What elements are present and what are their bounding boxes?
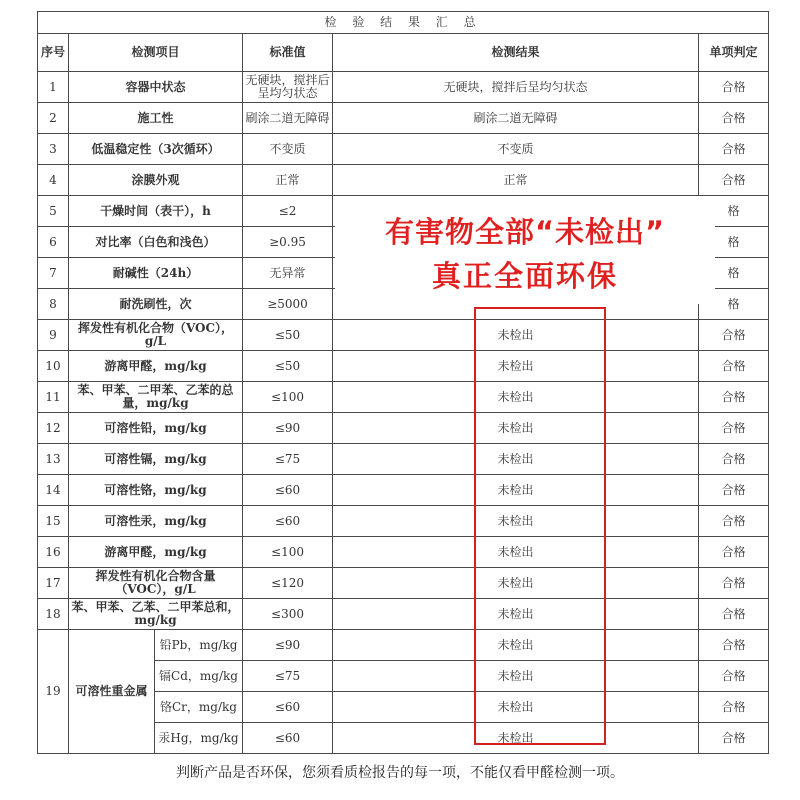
footer-note: 判断产品是否环保，您须看质检报告的每一项，不能仅看甲醛检测一项。 <box>176 765 624 781</box>
row-item: 可溶性铅，mg/kg <box>69 413 243 444</box>
row-item: 容器中状态 <box>69 72 243 103</box>
row-verdict: 合格 <box>699 320 769 351</box>
row-standard: ≤60 <box>243 692 333 723</box>
row-number: 11 <box>38 382 69 413</box>
row-result: 未检出 <box>333 475 699 506</box>
table-title-row <box>38 12 769 34</box>
inspection-report-sheet <box>37 11 768 754</box>
row-number: 6 <box>38 227 69 258</box>
row-item: 耐洗刷性，次 <box>69 289 243 320</box>
table-row <box>38 475 769 506</box>
row-number: 5 <box>38 196 69 227</box>
table-row <box>38 506 769 537</box>
row-result: 不变质 <box>333 134 699 165</box>
table-row <box>38 103 769 134</box>
row-standard: 正常 <box>243 165 333 196</box>
row-item: 可溶性汞，mg/kg <box>69 506 243 537</box>
row-item: 游离甲醛，mg/kg <box>69 537 243 568</box>
row-subitem: 铅Pb，mg/kg <box>155 630 243 661</box>
table-row <box>38 444 769 475</box>
row-verdict: 合格 <box>699 537 769 568</box>
row-item: 对比率（白色和浅色） <box>69 227 243 258</box>
table-row <box>38 537 769 568</box>
banner-subline: 真正全面环保 <box>431 259 618 293</box>
row-standard: ≤50 <box>243 320 333 351</box>
table-row <box>38 568 769 599</box>
row-subitem: 汞Hg，mg/kg <box>155 723 243 754</box>
header-item: 检测项目 <box>69 34 243 72</box>
table-row <box>38 134 769 165</box>
row-verdict: 合格 <box>699 506 769 537</box>
banner-headline: 有害物全部“未检出” <box>384 215 666 249</box>
row-standard: ≥5000 <box>243 289 333 320</box>
row-result: 正常 <box>333 165 699 196</box>
row-verdict: 格 <box>699 227 769 258</box>
row-verdict: 合格 <box>699 444 769 475</box>
row-verdict: 合格 <box>699 630 769 661</box>
row-item: 可溶性铬，mg/kg <box>69 475 243 506</box>
row-verdict: 合格 <box>699 103 769 134</box>
row-subitem: 镉Cd，mg/kg <box>155 661 243 692</box>
row-standard: ≤300 <box>243 599 333 630</box>
row-verdict: 合格 <box>699 382 769 413</box>
row-number: 1 <box>38 72 69 103</box>
row-verdict: 合格 <box>699 134 769 165</box>
row-number: 18 <box>38 599 69 630</box>
row-verdict: 格 <box>699 258 769 289</box>
row-standard: 刷涂二道无障碍 <box>243 103 333 134</box>
row-verdict: 合格 <box>699 723 769 754</box>
row-result: 未检出 <box>333 599 699 630</box>
row-item: 挥发性有机化合物（VOC），g/L <box>69 320 243 351</box>
row-number: 3 <box>38 134 69 165</box>
row-standard: ≤100 <box>243 382 333 413</box>
row-number: 19 <box>38 630 69 754</box>
row-number: 8 <box>38 289 69 320</box>
table-row <box>38 165 769 196</box>
row-standard: ≤60 <box>243 723 333 754</box>
table-title: 检 验 结 果 汇 总 <box>38 12 769 34</box>
row-result: 未检出 <box>333 351 699 382</box>
row-verdict: 合格 <box>699 661 769 692</box>
header-no: 序号 <box>38 34 69 72</box>
row-standard: ≤60 <box>243 475 333 506</box>
row-verdict: 合格 <box>699 599 769 630</box>
row-number: 15 <box>38 506 69 537</box>
row-item: 施工性 <box>69 103 243 134</box>
row-item: 游离甲醛，mg/kg <box>69 351 243 382</box>
row-item: 可溶性重金属 <box>69 630 155 754</box>
row-result: 未检出 <box>333 320 699 351</box>
row-standard: ≤60 <box>243 506 333 537</box>
row-result: 未检出 <box>333 537 699 568</box>
row-item: 低温稳定性（3次循环） <box>69 134 243 165</box>
row-result: 未检出 <box>333 692 699 723</box>
row-verdict: 合格 <box>699 692 769 723</box>
row-item: 涂膜外观 <box>69 165 243 196</box>
row-standard: ≤90 <box>243 413 333 444</box>
row-number: 9 <box>38 320 69 351</box>
row-standard: 不变质 <box>243 134 333 165</box>
row-result: 未检出 <box>333 506 699 537</box>
row-verdict: 合格 <box>699 351 769 382</box>
row-standard: ≤75 <box>243 661 333 692</box>
row-subitem: 铬Cr，mg/kg <box>155 692 243 723</box>
row-number: 4 <box>38 165 69 196</box>
row-standard: ≤120 <box>243 568 333 599</box>
row-result: 未检出 <box>333 661 699 692</box>
row-verdict: 合格 <box>699 568 769 599</box>
row-item: 苯、甲苯、二甲苯、乙苯的总量，mg/kg <box>69 382 243 413</box>
row-verdict: 格 <box>699 196 769 227</box>
row-result: 未检出 <box>333 413 699 444</box>
row-number: 10 <box>38 351 69 382</box>
row-number: 17 <box>38 568 69 599</box>
header-verdict: 单项判定 <box>699 34 769 72</box>
row-standard: ≤2 <box>243 196 333 227</box>
row-number: 14 <box>38 475 69 506</box>
row-standard: 无异常 <box>243 258 333 289</box>
table-header-row <box>38 34 769 72</box>
table-row <box>38 72 769 103</box>
header-result: 检测结果 <box>333 34 699 72</box>
row-number: 16 <box>38 537 69 568</box>
row-item: 苯、甲苯、乙苯、二甲苯总和，mg/kg <box>69 599 243 630</box>
row-result: 无硬块，搅拌后呈均匀状态 <box>333 72 699 103</box>
row-result: 未检出 <box>333 568 699 599</box>
row-verdict: 合格 <box>699 72 769 103</box>
row-item: 可溶性镉，mg/kg <box>69 444 243 475</box>
row-item: 耐碱性（24h） <box>69 258 243 289</box>
row-standard: ≤90 <box>243 630 333 661</box>
row-standard: ≤75 <box>243 444 333 475</box>
table-row <box>38 413 769 444</box>
row-verdict: 格 <box>699 289 769 320</box>
promo-banner <box>335 196 715 304</box>
row-result: 未检出 <box>333 630 699 661</box>
row-result: 未检出 <box>333 444 699 475</box>
row-standard: ≥0.95 <box>243 227 333 258</box>
row-verdict: 合格 <box>699 165 769 196</box>
row-number: 12 <box>38 413 69 444</box>
table-row <box>38 382 769 413</box>
row-standard: ≤50 <box>243 351 333 382</box>
row-verdict: 合格 <box>699 475 769 506</box>
row-verdict: 合格 <box>699 413 769 444</box>
row-number: 7 <box>38 258 69 289</box>
row-standard: ≤100 <box>243 537 333 568</box>
table-row <box>38 630 769 661</box>
header-standard: 标准值 <box>243 34 333 72</box>
table-row <box>38 351 769 382</box>
row-result: 未检出 <box>333 723 699 754</box>
row-standard: 无硬块，搅拌后呈均匀状态 <box>243 72 333 103</box>
row-number: 2 <box>38 103 69 134</box>
row-item: 挥发性有机化合物含量（VOC），g/L <box>69 568 243 599</box>
row-result: 未检出 <box>333 382 699 413</box>
row-number: 13 <box>38 444 69 475</box>
row-result: 刷涂二道无障碍 <box>333 103 699 134</box>
table-row <box>38 599 769 630</box>
table-row <box>38 320 769 351</box>
inspection-results-table <box>37 11 769 754</box>
row-item: 干燥时间（表干），h <box>69 196 243 227</box>
